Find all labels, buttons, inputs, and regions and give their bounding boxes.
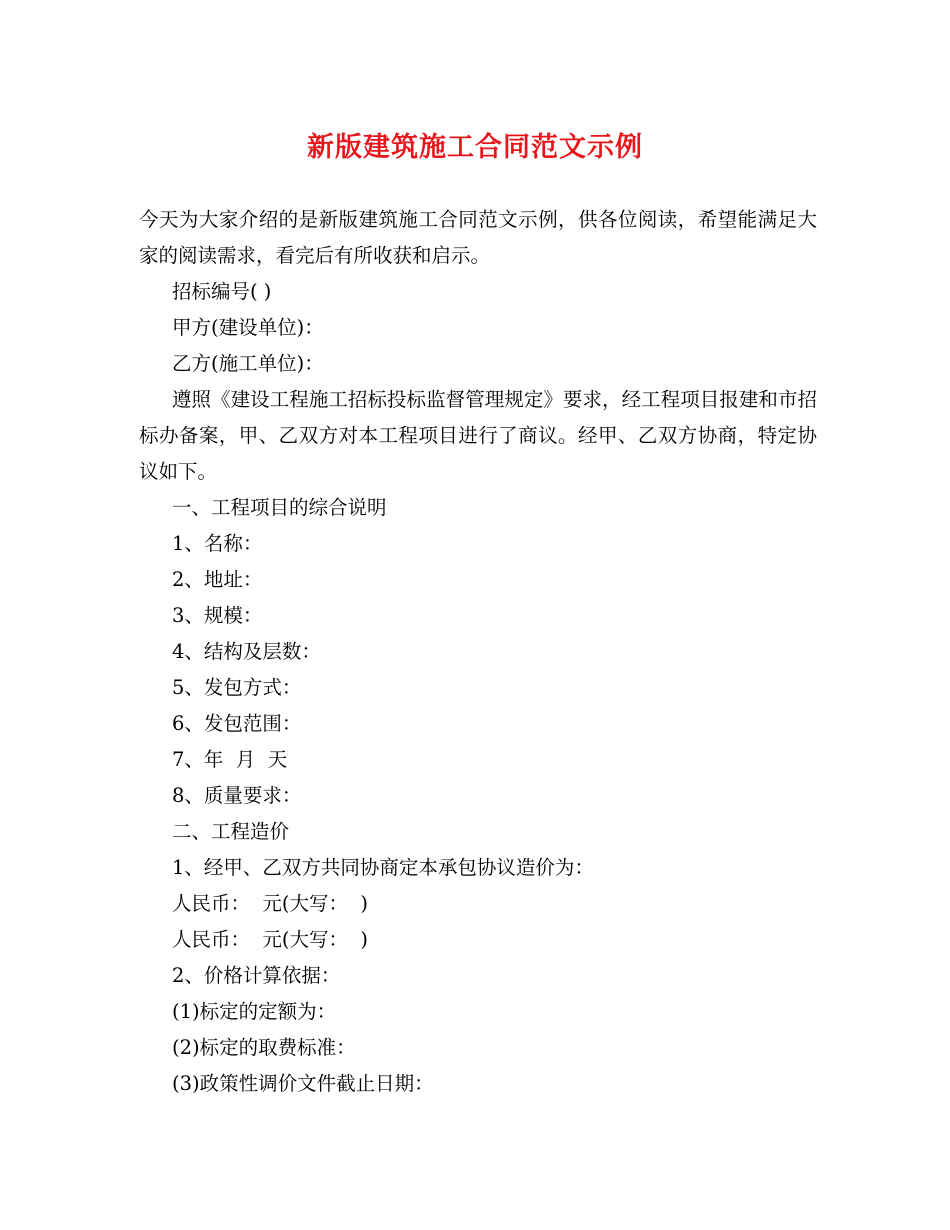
section-one-item: 4、结构及层数： <box>172 640 321 663</box>
section-two-item: 1、经甲、乙双方共同协商定本承包协议造价为： <box>172 856 594 879</box>
section-two-item: 2、价格计算依据： <box>172 964 341 987</box>
section-one-item: 2、地址： <box>172 568 263 591</box>
document-body <box>139 202 817 1102</box>
section-one-item: 5、发包方式： <box>172 676 302 699</box>
section-two-item: (2)标定的取费标准： <box>172 1036 356 1059</box>
section-one-item: 3、规模： <box>172 604 263 627</box>
intro-paragraph: 今天为大家介绍的是新版建筑施工合同范文示例，供各位阅读，希望能满足大家的阅读需求，看完后有所收获和启示。 <box>139 208 817 267</box>
section-two-item: 人民币： 元(大写： ) <box>172 928 369 951</box>
tender-number-line: 招标编号( ) <box>172 280 272 303</box>
party-a-line: 甲方(建设单位)： <box>172 316 324 339</box>
section-one-heading: 一、工程项目的综合说明 <box>172 496 387 519</box>
section-two-heading: 二、工程造价 <box>172 820 290 843</box>
section-one-item: 6、发包范围： <box>172 712 302 735</box>
section-one-item: 8、质量要求： <box>172 784 302 807</box>
section-one-item: 1、名称： <box>172 532 263 555</box>
agreement-paragraph: 遵照《建设工程施工招标投标监督管理规定》要求，经工程项目报建和市招标办备案，甲、乙双方对本工程项目进行了商议。经甲、乙双方协商，特定协议如下。 <box>139 388 817 483</box>
party-b-line: 乙方(施工单位)： <box>172 352 324 375</box>
section-two-item: (3)政策性调价文件截止日期： <box>172 1072 434 1095</box>
section-one-item: 7、年 月 天 <box>172 748 288 771</box>
document-title: 新版建筑施工合同范文示例 <box>307 132 643 163</box>
section-two-item: 人民币： 元(大写： ) <box>172 892 369 915</box>
section-two-item: (1)标定的定额为： <box>172 1000 337 1023</box>
